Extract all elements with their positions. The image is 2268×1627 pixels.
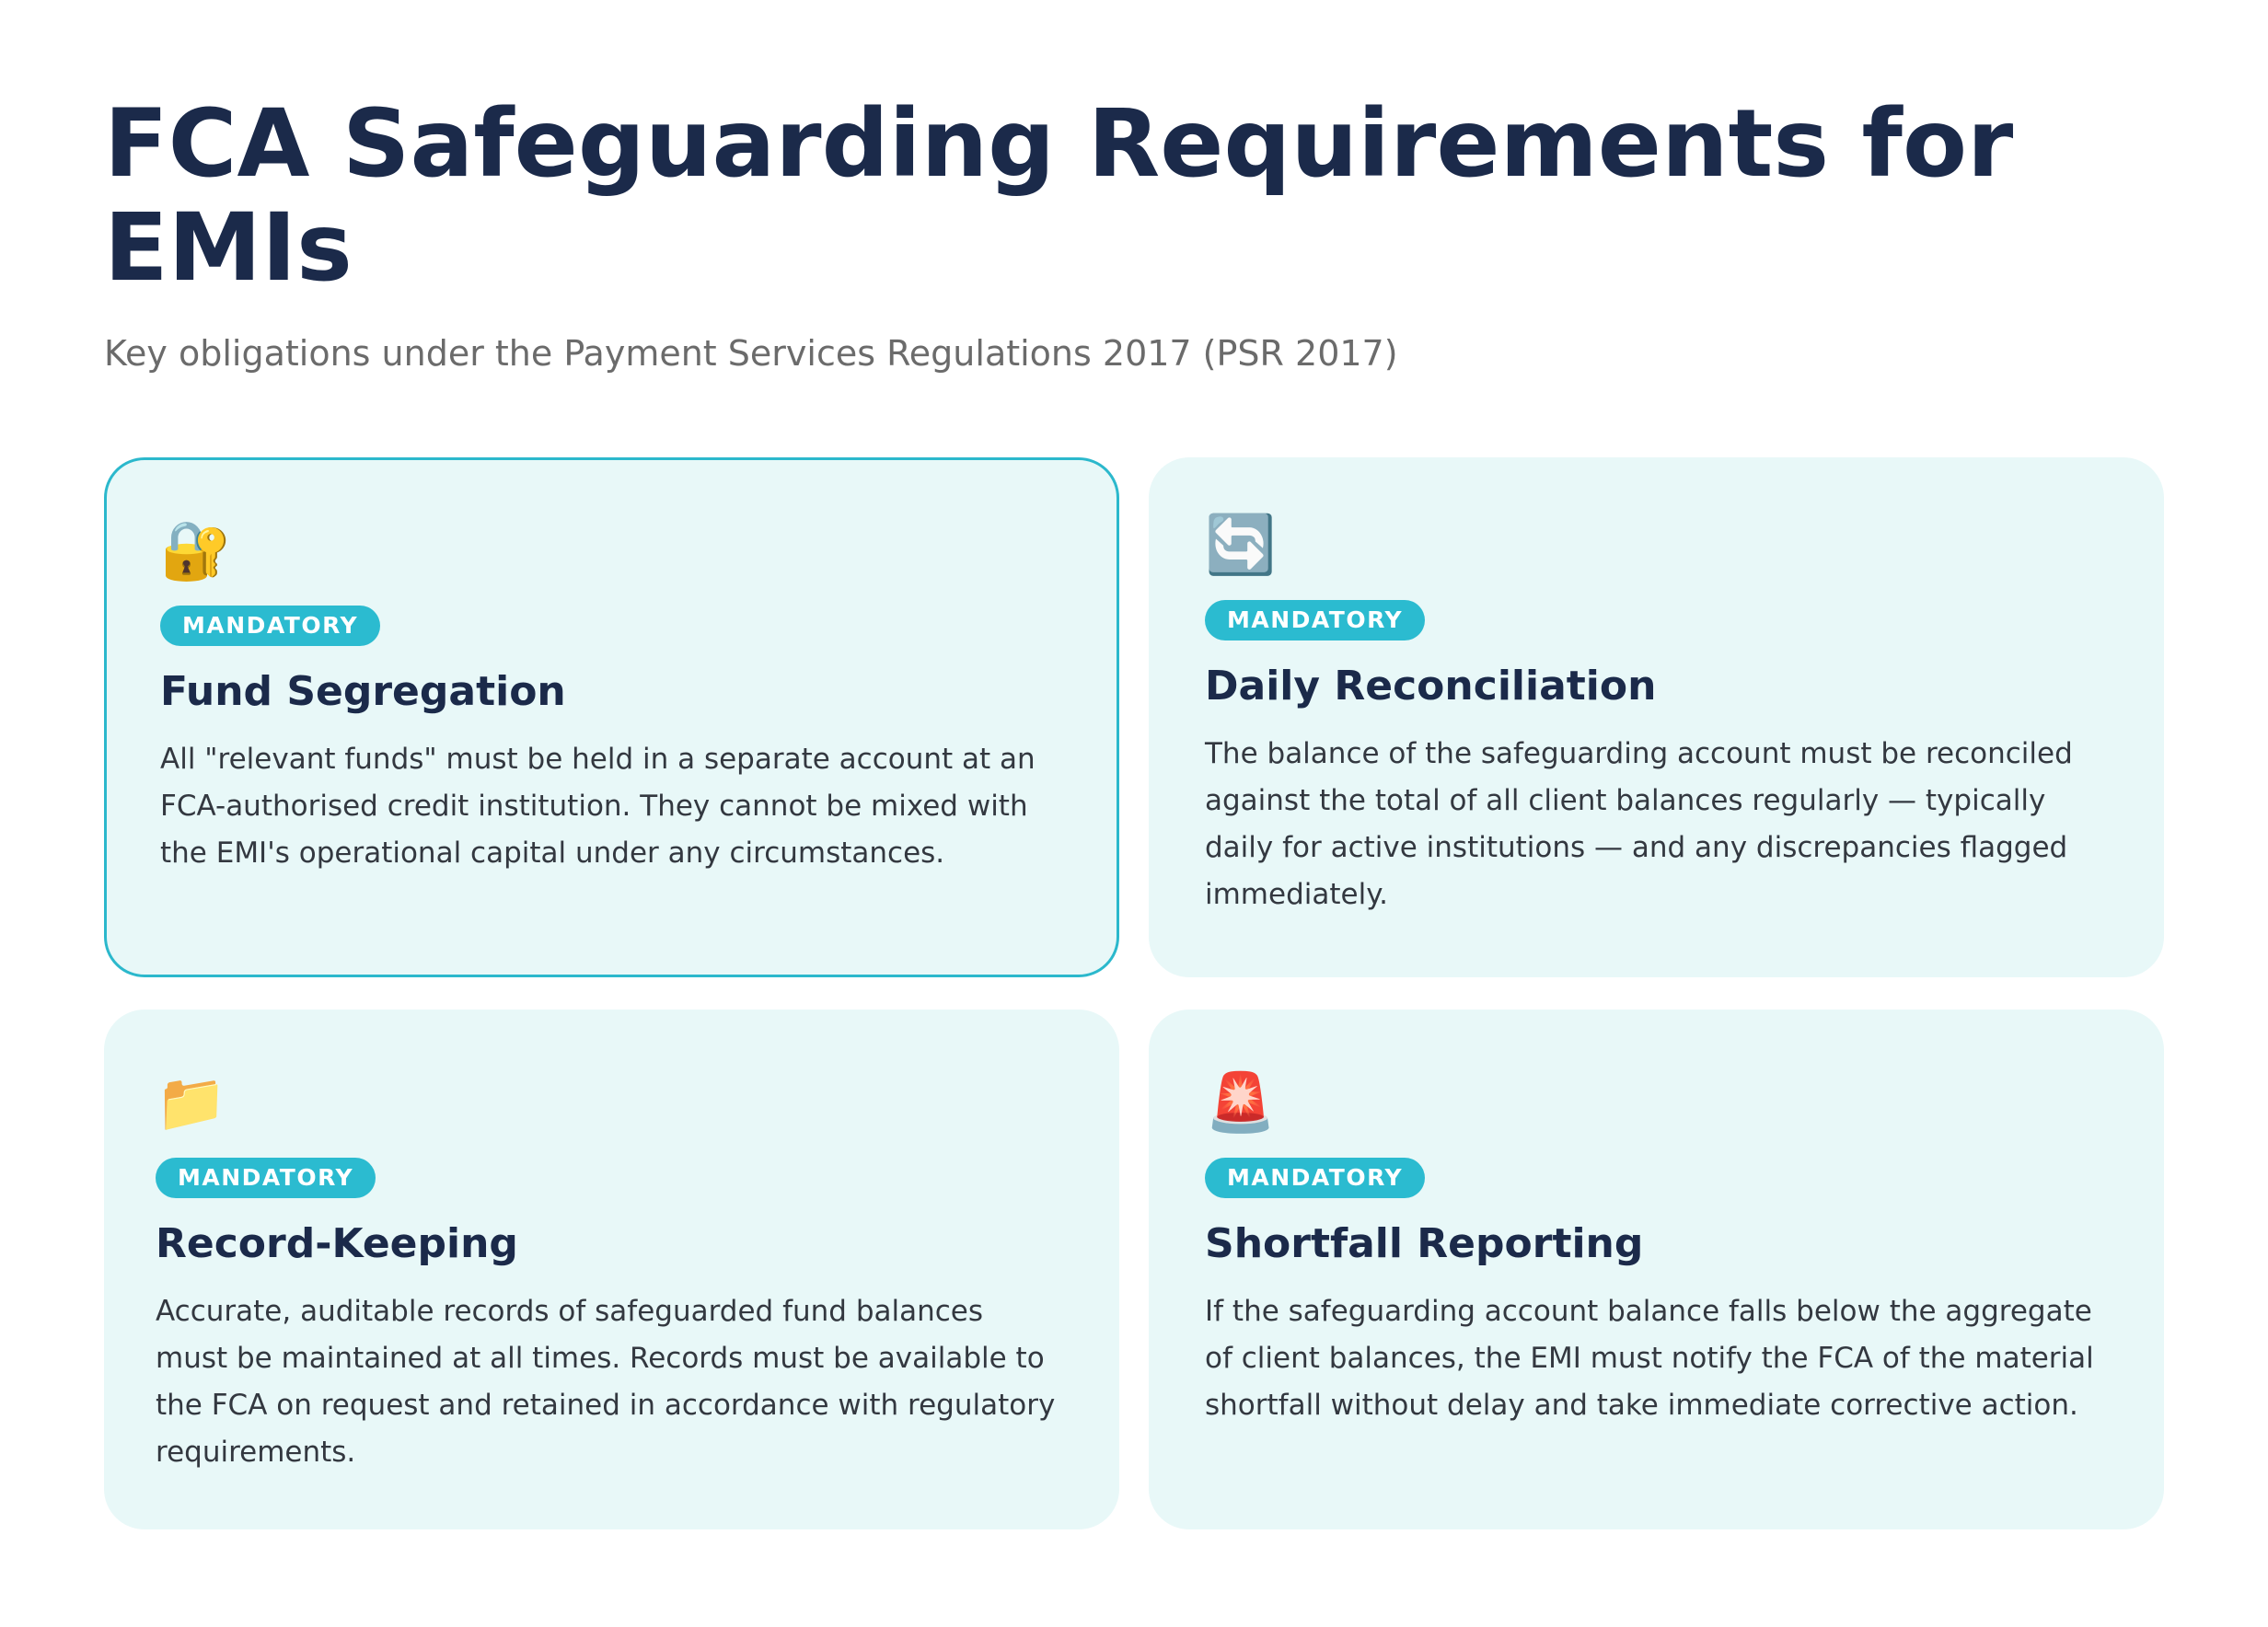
card-record-keeping[interactable] — [104, 1010, 1119, 1529]
folder-icon: 📁 — [156, 1068, 227, 1136]
lock-with-key-icon: 🔐 — [160, 516, 232, 583]
card-title: Daily Reconciliation — [1205, 663, 1657, 710]
mandatory-badge: MANDATORY — [160, 606, 380, 646]
card-fund-segregation[interactable] — [104, 457, 1119, 977]
card-title: Record-Keeping — [156, 1220, 518, 1267]
mandatory-badge: MANDATORY — [1205, 600, 1425, 640]
card-description: The balance of the safeguarding account must be reconciled against the total of all client balances regularly — typically daily for active institutions — and any discrepancies flagged immediately. — [1205, 737, 2073, 911]
card-description: If the safeguarding account balance falls below the aggregate of client balances, the EMI must notify the FCA of the material shortfall without delay and take immediate corrective action. — [1205, 1295, 2094, 1422]
arrows-cycle-icon: 🔄 — [1205, 511, 1277, 578]
mandatory-badge: MANDATORY — [1205, 1158, 1425, 1198]
card-title: Shortfall Reporting — [1205, 1220, 1644, 1267]
page-subtitle: Key obligations under the Payment Services Regulations 2017 (PSR 2017) — [104, 333, 1398, 374]
page-title: FCA Safeguarding Requirements for EMIs — [104, 89, 2014, 303]
card-title: Fund Segregation — [160, 668, 566, 715]
mandatory-badge: MANDATORY — [156, 1158, 376, 1198]
card-daily-reconciliation[interactable] — [1149, 457, 2164, 977]
card-description: All "relevant funds" must be held in a separate account at an FCA-authorised credit institution. They cannot be mixed with the EMI's operational capital under any circumstances. — [160, 743, 1036, 870]
requirements-grid — [104, 457, 2164, 1529]
siren-light-icon: 🚨 — [1205, 1068, 1277, 1136]
card-shortfall-reporting[interactable] — [1149, 1010, 2164, 1529]
card-description: Accurate, auditable records of safeguarded fund balances must be maintained at all times. Records must be available to the FCA on request and retained in accordance with regulatory requirements. — [156, 1295, 1056, 1469]
